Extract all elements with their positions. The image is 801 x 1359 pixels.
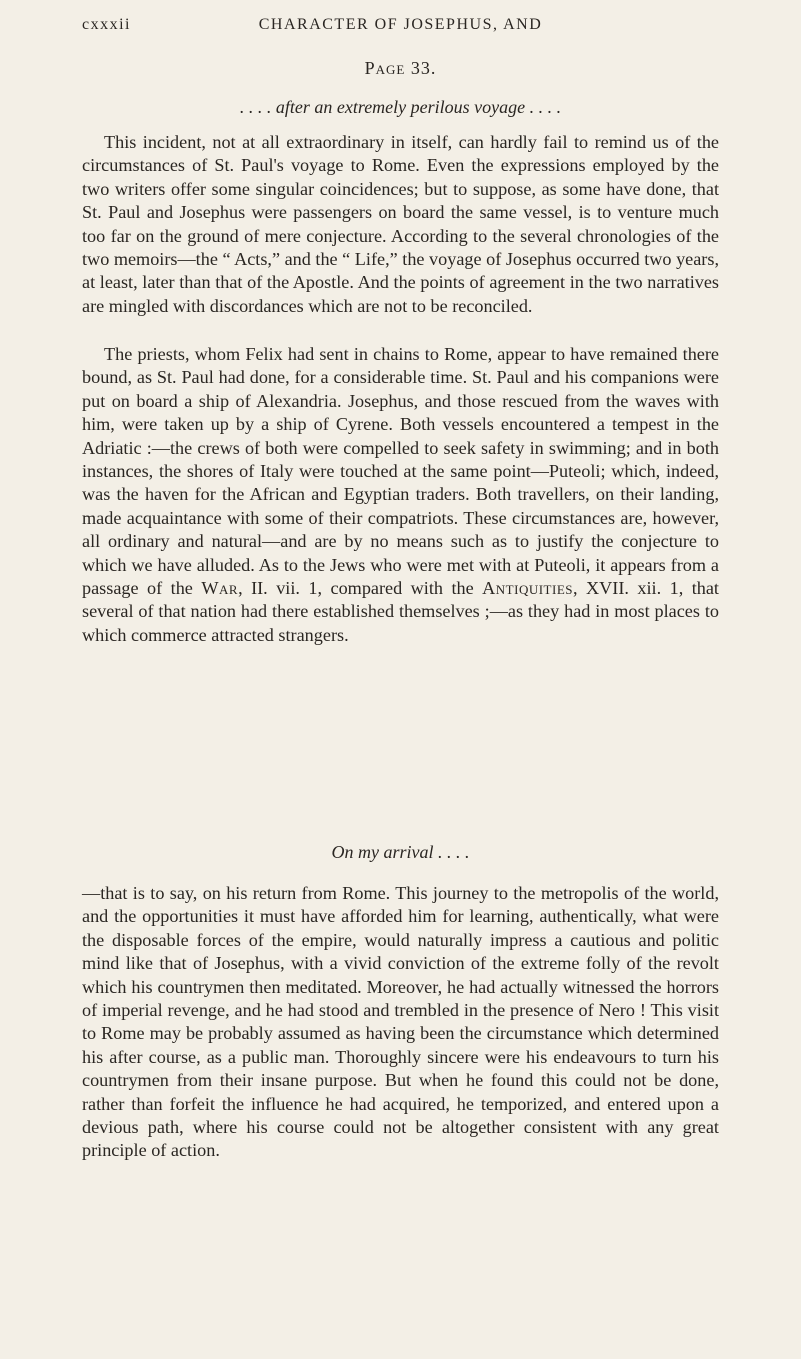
quoted-phrase: On my arrival . . . . [331,842,470,862]
paragraph: This incident, not at all extraordinary in itself, can hardly fail to remind us of the circumstances of St. Paul's voyage to Rome. Even the expressions employed by the two writers offer some singular coincidences; but to suppose, as some have done, that St. Paul and Josephus were passengers on board the same vessel, is to venture much too far on the ground of mere conjecture. According to the several chronologies of the two memoirs—the “ Acts,” and the “ Life,” the voyage of Josephus occurred two years, at least, later than that of the Apostle. And the points of agreement in the two narratives are mingled with discordances which are not to be reconciled. [82,132,719,316]
paragraph: —that is to say, on his return from Rome. This journey to the metropolis of the world, and the opportunities it must have afforded him for learning, authentically, what were the disposable forces of the empire, would naturally impress a cautious and politic mind like that of Josephus, with a vivid conviction of the extreme folly of the revolt which his countrymen then meditated. Moreover, he had actually witnessed the horrors of imperial revenge, and he had stood and trembled in the presence of Nero ! This visit to Rome may be probably assumed as having been the circumstance which determined his after course, as a public man. Thoroughly sincere were his endeavours to turn his countrymen from their insane purpose. But when he found this could not be done, rather than forfeit the influence he had acquired, he temporized, and entered upon a devious path, where his course could not be altogether consistent with any great principle of action. [82,883,719,1161]
paragraph [82,343,719,647]
paragraph-text: The priests, whom Felix had sent in chains to Rome, appear to have remained there bound, as St. Paul had done, for a considerable time. St. Paul and his companions were put on board a ship of Alexandria. Josephus, and those rescued from the waves with him, were taken up by a ship of Cyrene. Both vessels encountered a tempest in the Adriatic :—the crews of both were compelled to seek safety in swimming; and in both instances, the shores of Italy were touched at the same point—Puteoli; which, indeed, was the haven for the African and Egyptian traders. Both travellers, on their landing, made acquaintance with some of their compatriots. These circumstances are, however, all ordinary and natural—and are by no means such as to justify the conjecture to which we have alluded. As to the Jews who were met with at Puteoli, it appears from a passage of the [82,344,719,599]
section-heading: Page 33. [364,58,437,78]
work-title-antiquities: Antiquities [482,578,573,599]
page-number: cxxxii [82,16,131,33]
running-title: CHARACTER OF JOSEPHUS, AND [258,16,543,33]
work-title-war: War [201,578,239,599]
paragraph-text: , II. vii. 1, compared with the [238,578,483,599]
running-head [82,16,719,34]
quoted-phrase: . . . . after an extremely perilous voyage . . . . [239,97,562,117]
paragraph-text: , XVII. xii. 1, that several of that nation had there established themselves ;—as they had in most places to which commerce attracted strangers. [82,578,719,645]
